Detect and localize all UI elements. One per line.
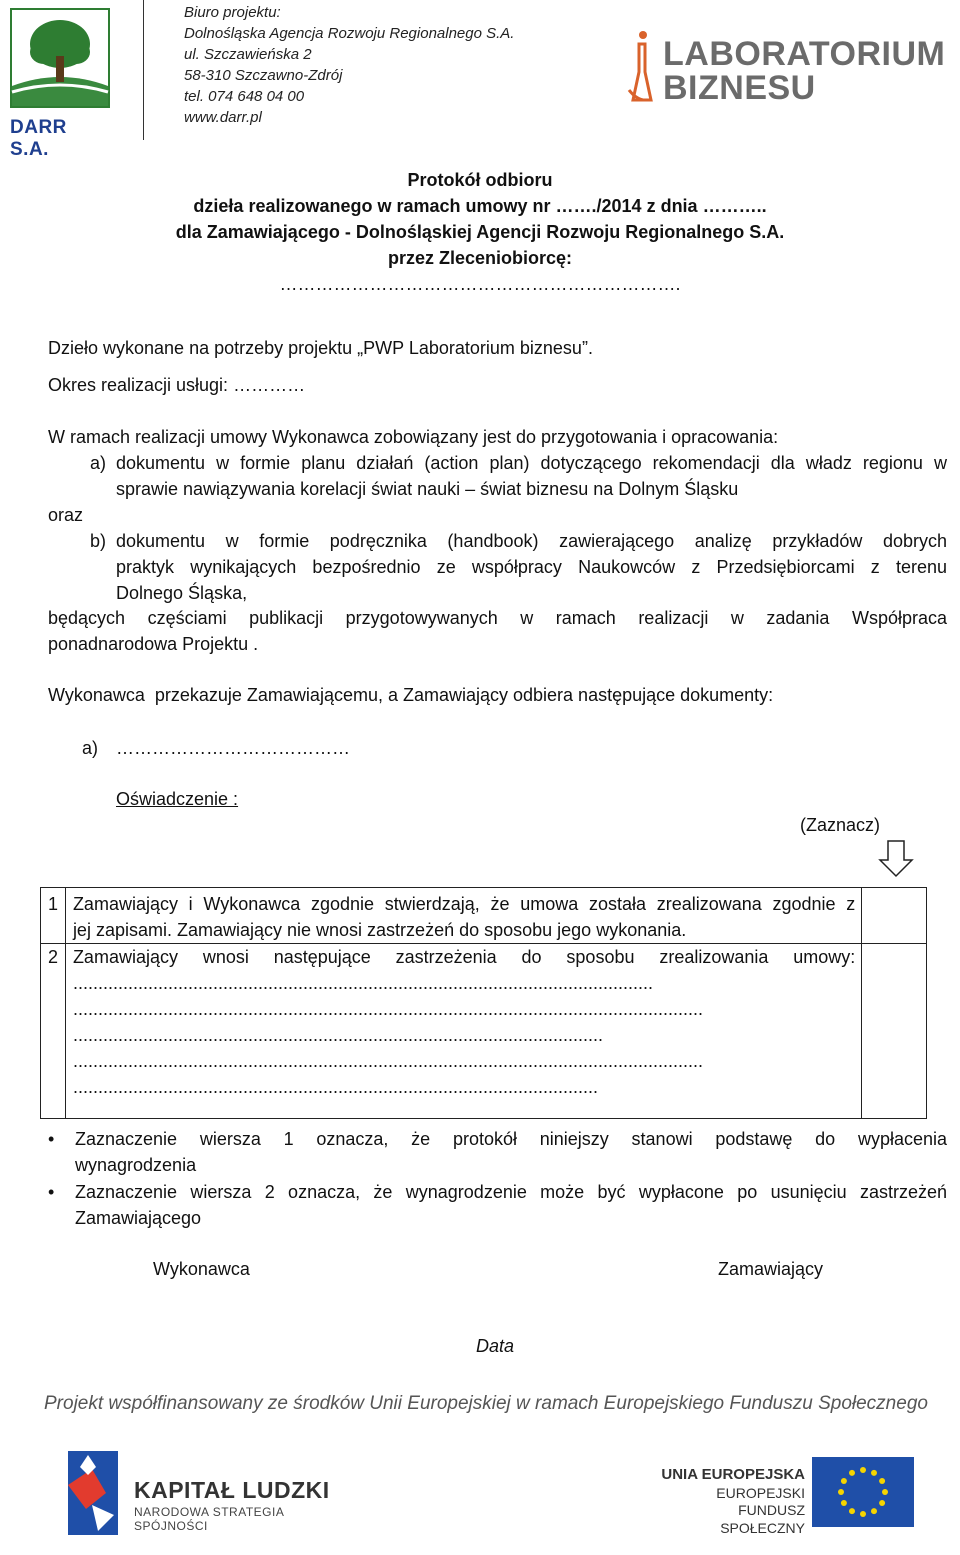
eu-line-2: EUROPEJSKI xyxy=(716,1485,805,1501)
item-b-line-3: Dolnego Śląska, xyxy=(116,583,248,603)
date-label: Data xyxy=(476,1336,515,1356)
table-row xyxy=(41,888,927,944)
lab-logo-line2: BIZNESU xyxy=(663,69,816,107)
darr-tree-icon xyxy=(10,8,110,108)
signature-contractor: Wykonawca xyxy=(153,1259,250,1279)
laboratorium-logo xyxy=(625,30,946,110)
kl-line-2: NARODOWA STRATEGIA SPÓJNOŚCI xyxy=(134,1505,284,1533)
lab-logo-line1: LABORATORIUM xyxy=(663,35,946,73)
row-number: 1 xyxy=(41,888,66,944)
signature-client: Zamawiający xyxy=(718,1259,824,1279)
item-a-marker: a) xyxy=(90,453,107,473)
bullet-dot-2: • xyxy=(48,1182,55,1202)
eu-star xyxy=(882,1489,888,1495)
header-divider xyxy=(143,0,144,140)
eu-line-3: FUNDUSZ SPOŁECZNY xyxy=(720,1502,805,1536)
declaration-heading: Oświadczenie : xyxy=(116,789,239,809)
kapital-ludzki-emblem-icon xyxy=(58,1445,128,1541)
row2-checkbox[interactable] xyxy=(862,944,927,1119)
note-1-line-2: wynagrodzenia xyxy=(75,1155,197,1175)
kapital-ludzki-logo xyxy=(58,1445,358,1545)
eu-line-1: UNIA EUROPEJSKA xyxy=(661,1466,805,1483)
table-row xyxy=(41,944,927,1119)
row2-dots-5: ......................................................................................................... xyxy=(72,1077,599,1097)
oraz-word: oraz xyxy=(48,505,84,525)
row2-dots-4: .............................................................................................................................. xyxy=(72,1051,704,1071)
note-1-line-1: Zaznaczenie wiersza 1 oznacza, że protokół niniejszy stanowi podstawę do wypłacenia xyxy=(75,1129,947,1149)
eu-star xyxy=(849,1508,855,1514)
item-b-marker: b) xyxy=(90,531,107,551)
eu-star xyxy=(871,1470,877,1476)
darr-logo-text: DARR S.A. xyxy=(10,117,67,160)
eu-star xyxy=(879,1500,885,1506)
office-phone: tel. 074 648 04 00 xyxy=(184,88,305,105)
note-2-line-2: Zamawiającego xyxy=(75,1208,202,1228)
office-city: 58-310 Szczawno-Zdrój xyxy=(184,67,343,84)
row2-dots-3: .......................................................................................................... xyxy=(72,1025,604,1045)
eu-logo xyxy=(655,1455,920,1545)
item-a-line-2: sprawie nawiązywania korelacji świat nauki – świat biznesu na Dolnym Śląsku xyxy=(116,479,739,499)
row1-line-2: jej zapisami. Zamawiający nie wnosi zastrzeżeń do sposobu jego wykonania. xyxy=(72,920,687,940)
title-line-4: przez Zleceniobiorcę: xyxy=(387,248,573,268)
title-line-2: dzieła realizowanego w ramach umowy nr ……./2014 z dnia ……….. xyxy=(193,196,767,216)
office-street: ul. Szczawieńska 2 xyxy=(184,46,312,63)
row-number: 2 xyxy=(41,944,66,1119)
bullet-dot-1: • xyxy=(48,1129,55,1149)
eu-star xyxy=(849,1470,855,1476)
note-2-line-1: Zaznaczenie wiersza 2 oznacza, że wynagrodzenie może być wypłacone po usunięciu zastrzeżeń xyxy=(75,1182,947,1202)
eu-star xyxy=(838,1489,844,1495)
intro-line: W ramach realizacji umowy Wykonawca zobowiązany jest do przygotowania i opracowania: xyxy=(48,427,779,447)
cofinance-note: Projekt współfinansowany ze środków Unii Europejskiej w ramach Europejskiego Funduszu Społecznego xyxy=(44,1393,928,1414)
darr-logo xyxy=(10,8,110,160)
arrow-down-icon xyxy=(878,840,914,878)
row-text xyxy=(65,888,861,944)
office-www: www.darr.pl xyxy=(184,109,262,126)
eu-star xyxy=(871,1508,877,1514)
office-name: Dolnośląska Agencja Rozwoju Regionalnego S.A. xyxy=(184,25,515,42)
project-line: Dzieło wykonane na potrzeby projektu „PWP Laboratorium biznesu”. xyxy=(48,338,593,358)
row2-dots-1: .................................................................................................................... xyxy=(72,973,654,993)
item-a-line-1: dokumentu w formie planu działań (action plan) dotyczącego rekomendacji dla władz regionu w xyxy=(116,453,947,473)
doc-a-blank: ………………………………… xyxy=(116,738,350,758)
office-contact xyxy=(184,2,514,128)
row-text xyxy=(65,944,861,1119)
title-line-3: dla Zamawiającego - Dolnośląskiej Agencji Rozwoju Regionalnego S.A. xyxy=(175,222,785,242)
parts-line-1: będących częściami publikacji przygotowywanych w ramach realizacji w zadania Współpraca xyxy=(48,608,947,628)
kl-line-1: KAPITAŁ LUDZKI xyxy=(134,1477,330,1503)
item-b-line-2: praktyk wynikających bezpośrednio ze współpracy Naukowców z Przedsiębiorcami z terenu xyxy=(116,557,947,577)
declaration-table xyxy=(40,887,927,1119)
row2-line-1: Zamawiający wnosi następujące zastrzeżenia do sposobu zrealizowania umowy: xyxy=(72,947,856,967)
mark-label: (Zaznacz) xyxy=(800,815,881,835)
eu-star xyxy=(860,1467,866,1473)
eu-flag-icon xyxy=(812,1457,914,1527)
doc-a-marker: a) xyxy=(82,738,99,758)
parts-line-2: ponadnarodowa Projektu . xyxy=(48,634,259,654)
eu-star xyxy=(841,1478,847,1484)
transfer-line: Wykonawca przekazuje Zamawiającemu, a Zamawiający odbiera następujące dokumenty: xyxy=(48,685,774,705)
office-label: Biuro projektu: xyxy=(184,4,281,21)
title-line-1: Protokół odbioru xyxy=(407,170,553,190)
contractor-blank: …………………………………………………………. xyxy=(279,274,681,294)
flask-icon xyxy=(625,30,655,106)
row1-checkbox[interactable] xyxy=(862,888,927,944)
eu-star xyxy=(860,1511,866,1517)
item-b-line-1: dokumentu w formie podręcznika (handbook) zawierającego analizę przykładów dobrych xyxy=(116,531,947,551)
period-line: Okres realizacji usługi: ………… xyxy=(48,375,306,395)
eu-star xyxy=(879,1478,885,1484)
eu-star xyxy=(841,1500,847,1506)
row1-line-1: Zamawiający i Wykonawca zgodnie stwierdzają, że umowa została zrealizowana zgodnie z xyxy=(72,894,856,914)
row2-dots-2: .............................................................................................................................. xyxy=(72,999,704,1019)
